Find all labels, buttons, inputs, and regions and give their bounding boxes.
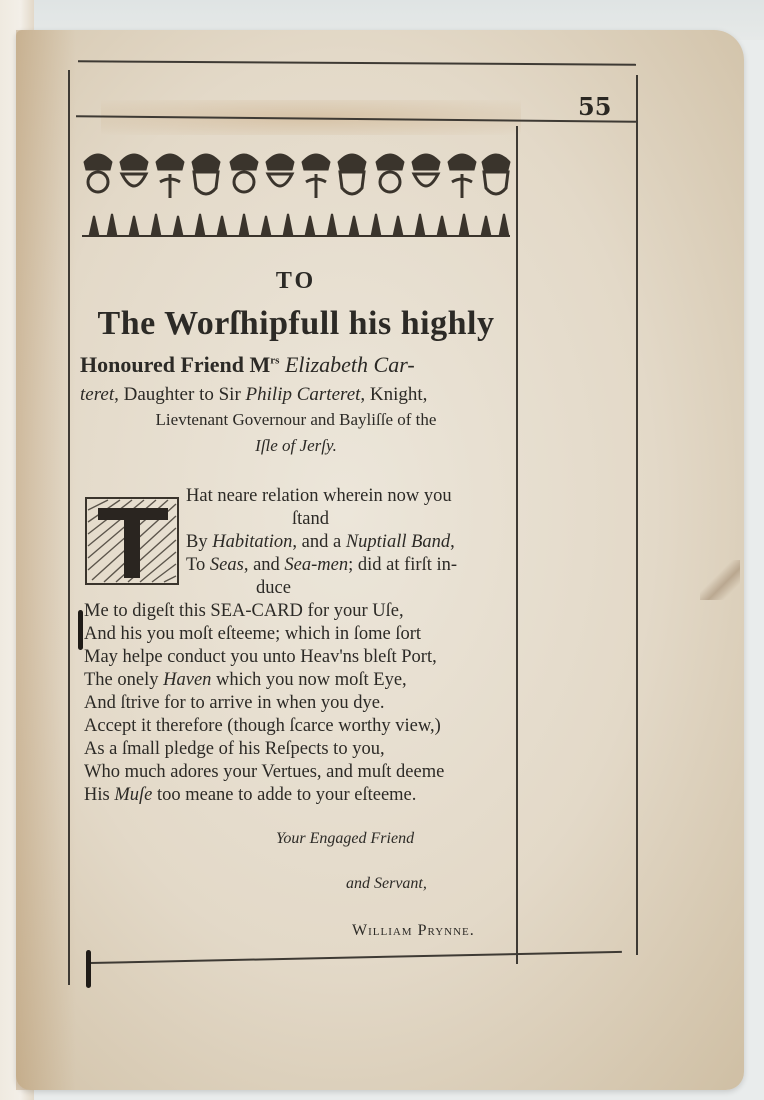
decorated-initial-t-icon	[84, 490, 182, 588]
verse-text: Accept it therefore (though ſcarce worthy view,)	[84, 716, 441, 736]
verse-text: As a ſmall pledge of his Reſpects to you,	[84, 739, 385, 759]
verse-text: And ſtrive for to arrive in when you dye.	[84, 693, 385, 713]
frame-left-rule	[68, 70, 70, 985]
dedication-to: TO	[275, 268, 317, 294]
surname-end: teret	[80, 384, 115, 405]
verse-text: which you now moſt Eye,	[211, 670, 407, 690]
frame-right-rule	[636, 75, 638, 955]
verse-line	[84, 715, 441, 739]
verse-text: May helpe conduct you unto Heav'ns bleſt Port,	[84, 647, 437, 667]
verse-line	[84, 669, 407, 693]
italic-word: Seas	[209, 555, 244, 575]
page-number: 55	[578, 92, 612, 121]
title-superscript: rs	[270, 354, 280, 367]
father-name: Philip Carteret	[245, 384, 361, 405]
verse-text: , and a	[292, 532, 346, 552]
verse-line	[186, 485, 452, 509]
crown-thistle-icon	[84, 154, 112, 192]
verse-text: And his you moſt eſteeme; which in ſome ſort	[84, 624, 422, 644]
italic-word: Haven	[163, 670, 212, 690]
verse-line	[256, 577, 291, 601]
verse-text: ,	[450, 532, 455, 552]
signature: William Prynne.	[352, 922, 475, 939]
verse-text: , and	[243, 555, 285, 575]
verse-text: The onely	[84, 670, 164, 690]
verse-text: By	[186, 532, 213, 552]
ink-blot	[78, 610, 83, 650]
verse-line	[84, 738, 385, 762]
verse-line	[292, 508, 329, 532]
verse-text: duce	[256, 578, 291, 598]
verse-text: ; did at firſt in-	[348, 555, 458, 575]
ink-blot-bottom	[86, 950, 91, 988]
closing-servant: and Servant,	[346, 875, 427, 892]
italic-word: Muſe	[114, 785, 153, 805]
verse-line	[84, 692, 385, 716]
italic-word: Habitation	[212, 532, 293, 552]
verse-line	[84, 784, 416, 808]
margin-column-rule	[516, 126, 518, 964]
verse-text: Hat neare relation wherein now you	[186, 486, 452, 506]
closing-line: Your Engaged Friend	[276, 830, 415, 847]
italic-word: Nuptiall Band	[345, 532, 451, 552]
page-crease	[700, 560, 740, 600]
verse-line	[186, 554, 457, 578]
verse-line	[186, 531, 455, 555]
relation-text: , Daughter to Sir	[114, 384, 246, 405]
verse-line	[84, 646, 437, 670]
addressee-name: Elizabeth Car-	[279, 352, 415, 377]
verse-text: Who much adores your Vertues, and muſt deeme	[84, 762, 445, 782]
knight-text: , Knight,	[360, 384, 428, 405]
verse-line	[84, 600, 404, 624]
addressee-text: Honoured Friend M	[80, 352, 271, 377]
dedication-addressee	[80, 352, 516, 378]
verse-text: To	[186, 555, 210, 575]
verse-text: too meane to adde to your eſteeme.	[152, 785, 417, 805]
verse-text: His	[84, 785, 115, 805]
dedication-relation	[80, 384, 516, 406]
dedication-title: The Worſhipfull his highly	[97, 305, 495, 342]
verse-line	[84, 761, 444, 785]
verse-line	[84, 623, 421, 647]
italic-word: Sea-men	[284, 555, 349, 575]
dedication-place: Iſle of Jerſy.	[255, 436, 337, 455]
ornamental-headpiece	[80, 148, 512, 248]
dedication-office: Lievtenant Governour and Bayliſſe of the	[155, 410, 437, 429]
verse-text: ſtand	[292, 509, 329, 529]
verse-text: Me to digeſt this SEA-CARD for your Uſe,	[84, 601, 404, 621]
